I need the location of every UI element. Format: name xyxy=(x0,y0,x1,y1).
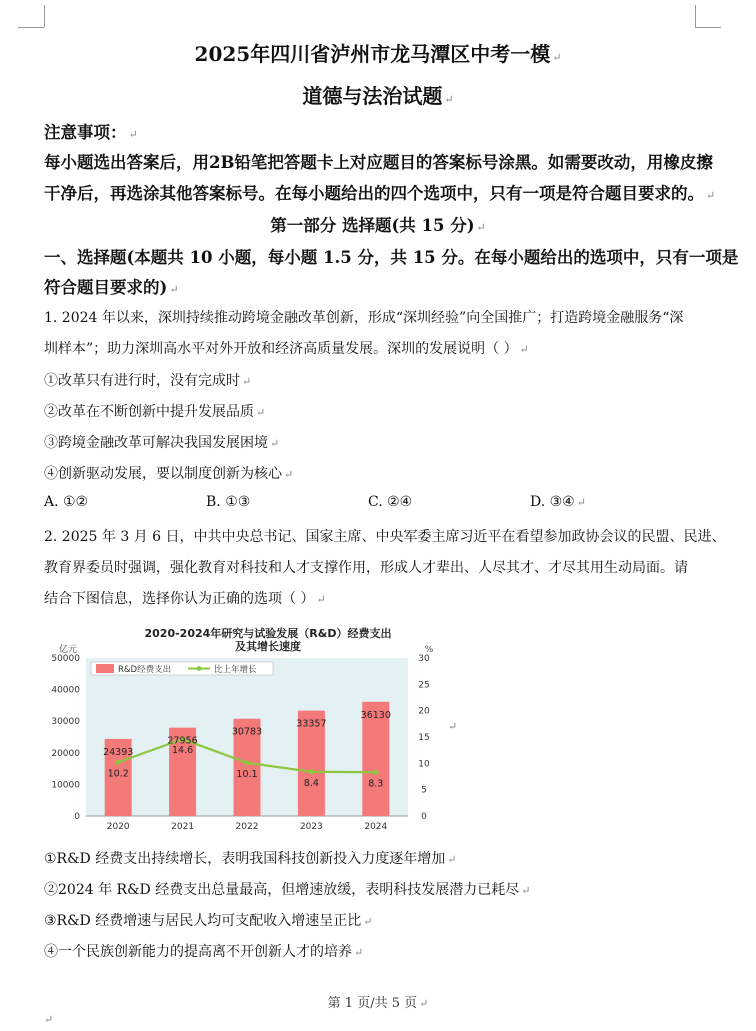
option-b: B. ①③ xyxy=(206,494,251,510)
question-1-item: ④创新驱动发展，要以制度创新为核心 ↵ xyxy=(44,466,294,482)
growth-point xyxy=(244,760,249,765)
question-1-stem: 圳样本”；助力深圳高水平对外开放和经济高质量发展。深圳的发展说明（ ） ↵ xyxy=(44,341,529,357)
legend-line-label: 比上年增长 xyxy=(214,665,257,675)
chart-title: 及其增长速度 xyxy=(235,640,301,653)
x-axis-tick: 2021 xyxy=(171,822,195,832)
notice-heading: 注意事项： ↵ xyxy=(44,123,138,142)
question-1-item: ②改革在不断创新中提升发展品质 ↵ xyxy=(44,404,266,420)
rd-expenditure-chart xyxy=(46,620,446,840)
option-d: D. ③④ ↵ xyxy=(530,494,586,510)
left-axis-tick: 0 xyxy=(74,812,80,822)
paragraph-mark: ↵ xyxy=(448,720,458,733)
right-axis-tick: 30 xyxy=(418,654,430,664)
right-axis-tick: 0 xyxy=(421,812,427,822)
paragraph-mark: ↵ xyxy=(44,1013,54,1026)
growth-point xyxy=(309,769,314,774)
paragraph-mark: ↵ xyxy=(444,93,454,106)
x-axis-tick: 2022 xyxy=(235,822,259,832)
question-2-item: ①R&D 经费支出持续增长，表明我国科技创新投入力度逐年增加 ↵ xyxy=(44,851,457,867)
part-title: 第一部分 选择题(共 15 分) ↵ xyxy=(270,216,486,235)
left-axis-tick: 20000 xyxy=(51,748,80,759)
growth-value-label: 8.4 xyxy=(303,777,319,789)
question-1-item: ③跨境金融改革可解决我国发展困境 ↵ xyxy=(44,435,280,451)
legend-line-marker xyxy=(197,666,202,671)
crop-mark xyxy=(695,5,696,27)
right-axis-unit: % xyxy=(424,645,434,655)
right-axis-tick: 20 xyxy=(418,706,430,717)
x-axis-tick: 2024 xyxy=(364,822,388,832)
growth-point xyxy=(116,760,121,765)
bar-value-label: 33357 xyxy=(296,718,327,730)
right-axis-tick: 10 xyxy=(418,759,430,770)
crop-mark xyxy=(44,5,45,27)
right-axis-tick: 5 xyxy=(421,785,427,796)
question-1-stem: 1. 2024 年以来，深圳持续推动跨境金融改革创新，形成“深圳经验”向全国推广；打造跨境金融服务“深 xyxy=(44,310,684,326)
left-axis-tick: 30000 xyxy=(51,717,80,728)
page-title: 2025年四川省泸州市龙马潭区中考一模 ↵ xyxy=(194,42,562,66)
section-heading: 符合题目要求的) ↵ xyxy=(44,278,179,297)
bar-value-label: 24393 xyxy=(103,746,134,758)
right-axis-tick: 25 xyxy=(418,680,430,691)
page-subtitle: 道德与法治试题 ↵ xyxy=(302,84,454,108)
section-heading: 一、选择题(本题共 10 小题，每小题 1.5 分，共 15 分。在每小题给出的选项中，只有一项是 xyxy=(44,248,739,267)
notice-line: 干净后，再选涂其他答案标号。在每小题给出的四个选项中，只有一项是符合题目要求的。 ↵ xyxy=(44,184,716,203)
growth-point xyxy=(373,770,378,775)
growth-value-label: 14.6 xyxy=(172,745,194,757)
left-axis-tick: 40000 xyxy=(51,685,80,696)
paragraph-mark: ↵ xyxy=(552,51,562,64)
question-2-stem: 2. 2025 年 3 月 6 日，中共中央总书记、国家主席、中央军委主席习近平在看望参加政协会议的民盟、民进、 xyxy=(44,529,726,545)
x-axis-tick: 2023 xyxy=(299,822,323,832)
left-axis-tick: 50000 xyxy=(51,654,80,664)
question-2-stem: 结合下图信息，选择你认为正确的选项（ ） ↵ xyxy=(44,591,326,607)
question-2-stem: 教育界委员时强调，强化教育对科技和人才支撑作用，形成人才辈出、人尽其才、才尽其用生动局面。请 xyxy=(44,560,688,576)
option-c: C. ②④ xyxy=(368,494,413,510)
question-2-item: ④一个民族创新能力的提高离不开创新人才的培养 ↵ xyxy=(44,944,364,960)
left-axis-tick: 10000 xyxy=(51,780,80,791)
page-footer: 第 1 页/共 5 页 ↵ xyxy=(327,996,429,1011)
growth-value-label: 10.1 xyxy=(236,768,258,780)
question-2-item: ③R&D 经费增速与居民人均可支配收入增速呈正比 ↵ xyxy=(44,913,373,929)
crop-mark xyxy=(695,27,721,28)
bar-value-label: 36130 xyxy=(360,709,391,721)
question-1-item: ①改革只有进行时，没有完成时 ↵ xyxy=(44,373,252,389)
crop-mark xyxy=(18,27,44,28)
left-axis-unit: 亿元 xyxy=(58,645,78,655)
growth-value-label: 10.2 xyxy=(107,768,129,780)
growth-value-label: 8.3 xyxy=(368,778,384,790)
right-axis-tick: 15 xyxy=(418,733,430,743)
option-a: A. ①② xyxy=(44,494,89,510)
question-2-item: ②2024 年 R&D 经费支出总量最高，但增速放缓，表明科技发展潜力已耗尽 ↵ xyxy=(44,882,531,898)
bar-value-label: 27956 xyxy=(167,735,198,747)
legend-bar-label: R&D经费支出 xyxy=(118,665,172,675)
legend-bar-swatch xyxy=(96,664,114,673)
chart-title: 2020-2024年研究与试验发展（R&D）经费支出 xyxy=(144,627,392,640)
notice-line: 每小题选出答案后，用2B铅笔把答题卡上对应题目的答案标号涂黑。如需要改动，用橡皮擦 xyxy=(44,153,713,172)
bar-value-label: 30783 xyxy=(231,726,263,738)
x-axis-tick: 2020 xyxy=(106,822,130,832)
